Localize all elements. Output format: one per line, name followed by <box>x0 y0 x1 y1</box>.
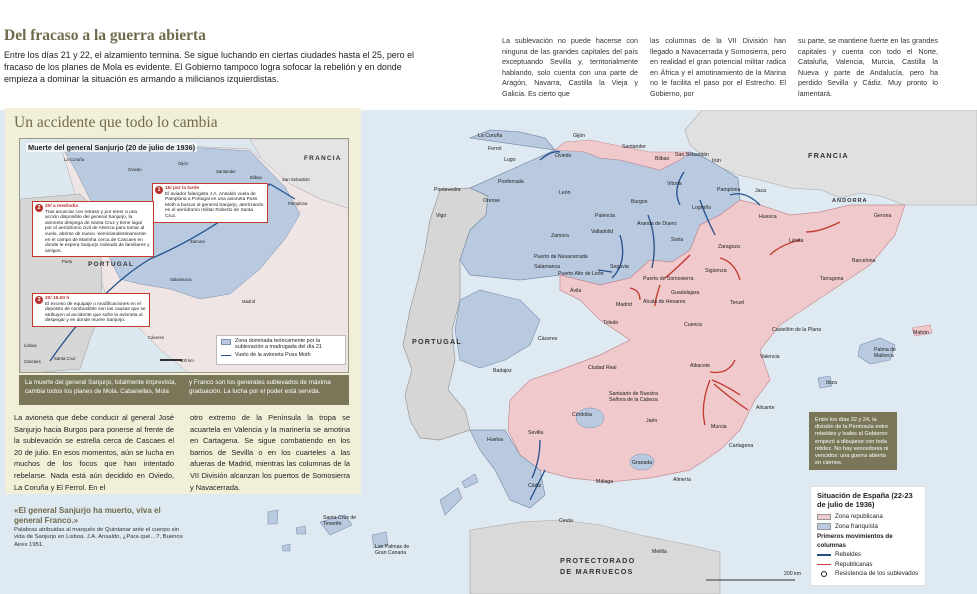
label-scale: 200 km <box>784 571 802 577</box>
city-label: Palencia <box>595 213 615 219</box>
city-label: Palma de Mallorca <box>874 347 896 359</box>
city-label: Huelva <box>487 437 504 443</box>
city-label: Melilla <box>652 549 667 555</box>
legend-row-rebeldes: Rebeldes <box>817 550 919 560</box>
inset-city: Oviedo <box>128 167 142 172</box>
city-label: Lérida <box>789 238 804 244</box>
city-label: Tarragona <box>820 276 844 282</box>
city-label: Zamora <box>551 233 569 239</box>
city-label: Las Palmas de Gran Canaria <box>375 544 410 556</box>
city-label: Jaca <box>755 188 766 194</box>
label-portugal: PORTUGAL <box>412 337 462 346</box>
side-note: Entre los días 22 y 24, la división de la Península entre rebeldes y leales al Gobierno empezó a dibujarse con toda nitidez. No hay vencedores ni vencidos: una guerra abierta en ciernes. <box>809 412 897 470</box>
quote-source: Palabras atribuidas al marqués de Quintanar ante el cuerpo sin vida de Sanjurjo en Lisboa. J.A. Ansaldo, ¿Para qué…?, Buenos Aires 1951. <box>14 527 183 548</box>
city-label: Sevilla <box>528 430 544 436</box>
inset-legend-line <box>221 355 231 357</box>
body-column-1: La avioneta que debe conducir al general José Sanjurjo hacia Burgos para ponerse al frente de la sublevación se estrella cerca de Cascaes el 20 de julio. En esos momentos, aún se lucha en muchos de los focos que han intentado rebelarse. Nada está aún decidido en Oviedo, La Coruña y El Ferrol. En el <box>14 413 174 492</box>
city-label: Segovia <box>610 264 629 270</box>
city-label: Huesca <box>759 214 777 220</box>
city-label: Murcia <box>711 424 727 430</box>
city-label: La Coruña <box>478 133 503 139</box>
inset-caption-right: y Franco son los generales sublevados de máxima graduación. La lucha por el poder está servida. <box>189 379 331 395</box>
city-label: Granada <box>632 460 653 466</box>
inset-label-francia: FRANCIA <box>304 155 342 162</box>
city-label: Puerto de Navacerrada <box>534 254 588 260</box>
legend-movements-title: Primeros movimientos de columnas <box>817 533 893 549</box>
inset-city: Gijón <box>178 161 189 166</box>
top-column-3: su parte, se mantiene fuerte en las grandes capitales y cuenta con todo el Norte, Cataluña, Valencia, Murcia, Castilla la Nueva y parte de Andalucía, pero ha perdido Sevilla y Cádiz. Muy pronto lo lamentará. <box>798 36 938 98</box>
inset-city: Madrid <box>242 299 256 304</box>
city-label: Santa Cruz de Tenerife <box>323 515 357 527</box>
city-label: Pamplona <box>717 187 741 193</box>
inset-scale-label: 100 km <box>180 358 194 363</box>
inset-note-1: 1 15/ por la tarde El aviador falangista J.A. Ansaldo vuela de Pamplona a Portugal en una avioneta Puss Moth a buscar al general Sanjurjo, aterrizando en el aeródromo militar Roberto de Santa Cruz. <box>152 183 268 223</box>
city-label: Mahón <box>913 330 929 336</box>
city-label: Ibiza <box>826 380 837 386</box>
swatch-republican <box>817 514 831 521</box>
city-label: Toledo <box>603 320 619 326</box>
city-label: Santander <box>622 144 646 150</box>
city-label: Barcelona <box>852 258 876 264</box>
city-label: Málaga <box>596 479 614 485</box>
inset-city: Lisboa <box>24 343 37 348</box>
intro-text: Entre los días 21 y 22, el alzamiento termina. Se sigue luchando en ciertas ciudades hasta el 25, pero el fracaso de los planes de Mola es evidente. El Gobierno tampoco logra sofocar la rebelión y en donde empieza a dominar la situación es armando a milicianos izquierdistas. <box>4 50 414 84</box>
city-label: Badajoz <box>493 368 512 374</box>
rebel-arrow-icon <box>817 554 831 556</box>
inset-label-portugal: PORTUGAL <box>88 261 135 268</box>
city-label: Gijón <box>573 133 586 139</box>
city-label: Salamanca <box>534 264 560 270</box>
quote-block <box>14 506 184 549</box>
label-andorra: ANDORRA <box>832 198 868 204</box>
city-label: Alicante <box>756 405 775 411</box>
city-label: Cuenca <box>684 322 702 328</box>
legend-row-franquista: Zona franquista <box>817 522 919 532</box>
city-label: Aranda de Duero <box>637 221 677 227</box>
city-label: Jaén <box>646 418 658 424</box>
inset-city: Santa Cruz <box>54 356 76 361</box>
inset-legend: Zona dominada teóricamente por la sublevación a madrugada del día 21 Vuelo de la avioneta Puss Moth <box>216 335 346 365</box>
inset-map <box>19 138 349 373</box>
inset-city: Pamplona <box>288 201 308 206</box>
city-label: Irún <box>712 158 721 164</box>
swatch-nationalist <box>817 523 831 530</box>
inset-city: Cáceres <box>148 335 165 340</box>
inset-city: Porto <box>62 259 73 264</box>
inset-map-title: Muerte del general Sanjurjo (20 de julio de 1936) <box>28 143 196 152</box>
city-label: Oviedo <box>555 153 572 159</box>
city-label: Burgos <box>631 199 648 205</box>
inset-note-2: 2 20/ a mediodía Tras anunciar con retraso y por tener a una acción disponible del general Sanjurjo, la avioneta despega de Santa Cruz y tiene lugar por el aeródromo civil de Alverca para tomar al vuelo, abrirse de nuevo -semiclandestinamente- en el campo de Marinha cerca de Cascaes en donde le espera Sanjurjo rodeado de familiares y amigos. <box>32 201 154 257</box>
city-label: Valencia <box>760 354 780 360</box>
city-label: Ceuta <box>559 518 573 524</box>
city-label: Alcalá de Henares <box>643 299 686 305</box>
inset-caption-left: La muerte del general Sanjurjo, totalmente imprevista, cambia todos los planes de Mola. Cabanellas, Mola <box>25 379 177 395</box>
city-label: Santuario de Nuestra Señora de la Cabeza <box>609 391 659 403</box>
inset-city: Santander <box>216 169 236 174</box>
city-label: Ferrol <box>488 146 502 152</box>
city-label: León <box>559 190 571 196</box>
city-label: Cáceres <box>538 336 558 342</box>
legend-title: Situación de España (22-23 de julio de 1936) <box>817 491 913 509</box>
city-label: Soria <box>671 237 684 243</box>
body-column-2: otro extremo de la Península la tropa se acuartela en Valencia y la marinería se amotina en Cartagena. Se sigue combatiendo en los barrios de Sevilla o en los cuarteles a las afueras de Madrid, mientras las columnas de la VII División alcanzan los puertos de Somosierra y Navacerrada. <box>190 413 350 492</box>
inset-city: La Coruña <box>64 157 85 162</box>
page-title: Del fracaso a la guerra abierta <box>4 27 206 44</box>
city-label: San Sebastián <box>675 152 709 158</box>
city-label: Vigo <box>436 213 447 219</box>
inset-city: San Sebastián <box>282 177 310 182</box>
top-column-2: las columnas de la VII División han llegado a Navacerrada y Somosierra, pero en realidad el gran potencial militar radica en África y el amotinamiento de la Marina no le facilita el paso por el Estrecho. El Gobierno, por <box>650 36 786 98</box>
city-label: Guadalajara <box>671 290 700 296</box>
city-label: Logroño <box>692 205 712 211</box>
city-label: Teruel <box>730 300 745 306</box>
island-la-palma <box>268 510 278 524</box>
city-label: Ponferrada <box>498 179 524 185</box>
city-label: Lugo <box>504 157 516 163</box>
legend-row-resistencia: Resistencia de los sublevados <box>817 569 919 579</box>
map-legend <box>810 486 926 586</box>
nationalist-pocket-cordoba <box>576 408 604 428</box>
inset-caption <box>19 375 349 405</box>
city-label: Cartagena <box>729 443 754 449</box>
city-label: Cádiz <box>528 483 542 489</box>
city-label: Vitoria <box>667 181 682 187</box>
inset-city: Bilbao <box>250 175 262 180</box>
inset-city: Zamora <box>190 239 205 244</box>
quote-text: «El general Sanjurjo ha muerto, viva el general Franco.» <box>14 506 161 525</box>
city-label: Pontevedra <box>434 187 461 193</box>
city-label: Valladolid <box>591 229 614 235</box>
resistance-icon <box>821 571 827 577</box>
city-label: Córdoba <box>572 412 592 418</box>
inset-section-title: Un accidente que todo lo cambia <box>14 114 218 131</box>
city-label: Orense <box>483 198 501 204</box>
legend-row-republicana: Zona republicana <box>817 512 919 522</box>
inset-city: Salamanca <box>170 277 192 282</box>
inset-legend-swatch <box>221 339 231 345</box>
city-label: Ávila <box>570 288 582 294</box>
city-label: Albacete <box>690 363 711 369</box>
top-column-1: La sublevación no puede hacerse con ninguna de las grandes capitales del país exceptuando Sevilla y, territorialmente hablando, solo cuenta con una parte de Aragón, Navarra, Castilla la Vieja y Galicia. Es cierto que <box>502 36 638 98</box>
label-francia: FRANCIA <box>808 151 849 160</box>
legend-row-republicanas: Republicanas <box>817 560 919 570</box>
city-label: Ciudad Real <box>588 365 617 371</box>
inset-note-3: 3 20/ 16.00 h El exceso de equipaje o modificaciones en el depósito de combustible son las causas que se atribuyen al accidente que sufre la avioneta al despegar y en donde muere Sanjurjo. <box>32 293 150 327</box>
city-label: Puerto Alto de León <box>558 271 604 277</box>
label-protectorado: PROTECTORADO DE MARRUECOS <box>560 556 636 576</box>
city-label: Castellón de la Plana <box>772 327 822 333</box>
city-label: Zaragoza <box>718 244 740 250</box>
inset-city: Cascaes <box>24 359 41 364</box>
republican-arrow-icon <box>817 564 831 566</box>
city-label: Puerto de Somosierra <box>643 276 694 282</box>
city-label: Almería <box>673 477 691 483</box>
city-label: Madrid <box>616 302 632 308</box>
city-label: Bilbao <box>655 156 670 162</box>
city-label: Gerona <box>874 213 892 219</box>
city-label: Sigüenza <box>705 268 727 274</box>
